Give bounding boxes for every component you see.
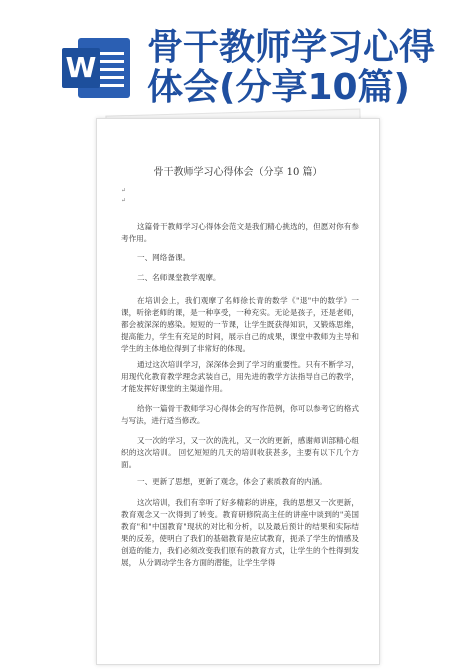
paragraph: 通过这次培训学习，深深体会到了学习的重要性。只有不断学习，用现代化教育教学理念武装自己，用先进的教学方法指导自己的教学，才能发挥好课堂的主渠道作用。 [121,360,359,393]
banner-title [147,28,467,108]
paragraph-mark: ↵ [121,187,127,194]
word-document-icon [62,38,130,98]
paragraph: 给你一篇骨干教师学习心得体会的写作范例，你可以参考它的格式与写法，进行适当修改。 [121,404,359,425]
paragraph-mark: ↵ [121,197,127,204]
document-title: 骨干教师学习心得体会（分享 10 篇） [153,167,323,178]
word-icon-letter: W [62,48,100,88]
paragraph: 二、名师课堂教学观摩。 [137,273,221,282]
banner [0,0,474,112]
paragraph: 又一次的学习，又一次的洗礼，又一次的更新，感谢师训部精心组织的这次培训。 回忆短短的几天的培训收获甚多，主要有以下几个方面。 [121,436,359,469]
paragraph: 这篇骨干教师学习心得体会范文是我们精心挑选的，但愿对你有参考作用。 [121,222,359,243]
paragraph: 一、更新了思想，更新了观念，体会了素质教育的内涵。 [137,477,327,486]
paragraph: 这次培训，我们有幸听了好多精彩的讲座，我的思想又一次更新，教育观念又一次得到了转变。教育研修院高主任的讲座中谈到的"美国教育"和"中国教育"现状的对比和分析，以及最后预计的结果和实际结果的反差，使明白了我们的基础教育是应试教育，扼杀了学生的情感及创造的能力，我们必须改变我们原有的教育方式，让学生的个性得到发展， 从分调动学生各方面的潜能，让学生学得 [121,498,359,567]
banner-title-line-2: 体会(分享10篇) [147,67,411,108]
paragraph: 在培训会上，我们观摩了名师徐长青的数学《"退"中的数学》一课，听徐老师的课，是一种享受，一种充实。无论是孩子，还是老师，都会被深深的感染。短短的一节课，让学生既获得知识，又锻炼思维，提高能力，学生有充足的时间，展示自己的成果，课堂中教师为主导和学生的主体地位得到了非常好的体现。 [121,296,359,353]
paragraph: 一、网络备课。 [137,253,191,262]
document-page [96,118,380,665]
banner-title-line-1: 骨干教师学习心得 [147,27,436,68]
